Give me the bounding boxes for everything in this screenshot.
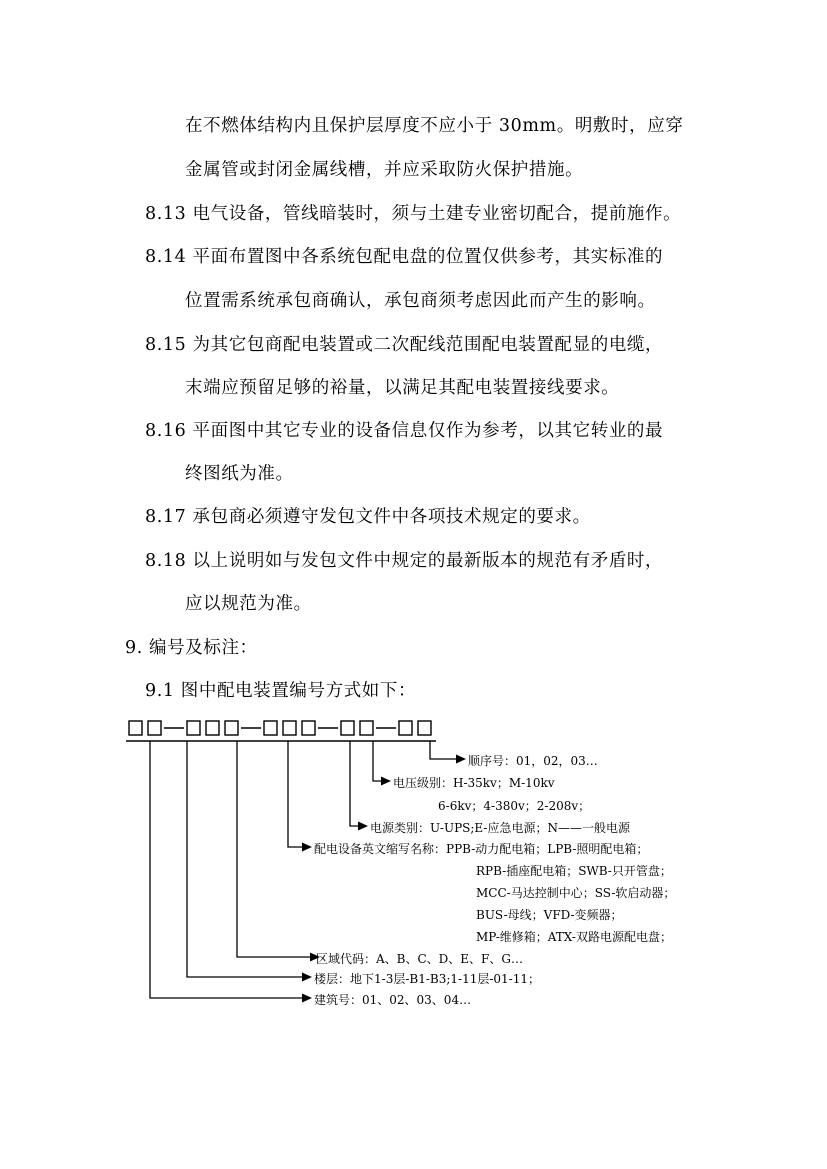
code-box [148, 721, 161, 735]
paragraph-line: 在不燃体结构内且保护层厚度不应小于 30mm。明敷时，应穿 [185, 116, 684, 136]
label-equipment-1: 配电设备英文缩写名称：PPB-动力配电箱；LPB-照明配电箱； [314, 842, 649, 856]
paragraph-line: 位置需系统承包商确认，承包商须考虑因此而产生的影响。 [185, 291, 656, 311]
code-box [360, 721, 373, 735]
paragraph-line: 终图纸为准。 [185, 464, 294, 484]
paragraph-line: 8.18 以上说明如与发包文件中规定的最新版本的规范有矛盾时， [145, 551, 664, 571]
label-floor: 楼层：地下1-3层-B1-B3;1-11层-01-11； [314, 972, 540, 986]
label-equipment-5: MP-维修箱；ATX-双路电源配电盘； [476, 930, 672, 944]
code-box [283, 721, 296, 735]
paragraph-line: 8.15 为其它包商配电装置或二次配线范围配电装置配显的电缆， [145, 335, 664, 355]
code-box [187, 721, 200, 735]
leader-equip [288, 741, 304, 847]
code-box [225, 721, 238, 735]
code-box [341, 721, 354, 735]
arrowhead [456, 755, 466, 764]
label-equipment-2: RPB-插座配电箱；SWB-只开管盘； [476, 864, 672, 878]
label-power-type: 电源类别：U-UPS;E-应急电源；N——一般电源 [370, 821, 630, 835]
paragraph-line: 8.16 平面图中其它专业的设备信息仅作为参考，以其它转业的最 [145, 421, 664, 441]
arrowhead [302, 843, 312, 852]
leader-floor [187, 741, 304, 977]
label-equipment-3: MCC-马达控制中心；SS-软启动器； [476, 886, 676, 900]
label-sequence: 顺序号：01，02，03… [468, 754, 598, 768]
paragraph-line: 8.14 平面布置图中各系统包配电盘的位置仅供参考，其实标准的 [145, 247, 664, 267]
code-box [399, 721, 412, 735]
arrowhead [302, 994, 312, 1003]
label-voltage-2: 6-6kv；4-380v；2-208v； [438, 799, 591, 813]
leader-building [150, 741, 304, 998]
paragraph-line: 应以规范为准。 [185, 594, 312, 614]
code-box [302, 721, 315, 735]
label-voltage-1: 电压级别：H-35kv；M-10kv [393, 776, 555, 790]
arrowhead [302, 973, 312, 982]
leader-power [350, 741, 360, 826]
code-pattern [126, 721, 436, 741]
paragraph-line: 末端应预留足够的裕量，以满足其配电装置接线要求。 [185, 378, 620, 398]
section-heading: 9. 编号及标注： [125, 638, 258, 658]
code-box [206, 721, 219, 735]
code-box [129, 721, 142, 735]
label-equipment-4: BUS-母线；VFD-变频器； [476, 908, 623, 922]
paragraph-line: 金属管或封闭金属线槽，并应采取防火保护措施。 [185, 160, 584, 180]
label-building: 建筑号：01、02、03、04… [314, 993, 472, 1007]
code-box [264, 721, 277, 735]
arrowhead [358, 822, 368, 831]
leader-seq [430, 741, 458, 759]
paragraph-line: 8.17 承包商必须遵守发包文件中各项技术规定的要求。 [145, 507, 591, 527]
code-box [418, 721, 431, 735]
label-zone: 区域代码：A、B、C、D、E、F、G… [316, 952, 523, 966]
paragraph-line: 8.13 电气设备，管线暗装时，须与土建专业密切配合，提前施作。 [145, 204, 682, 224]
subsection-heading: 9.1 图中配电装置编号方式如下： [145, 681, 417, 701]
leader-voltage [373, 741, 383, 781]
leader-zone [237, 741, 312, 957]
arrowhead [381, 777, 391, 786]
